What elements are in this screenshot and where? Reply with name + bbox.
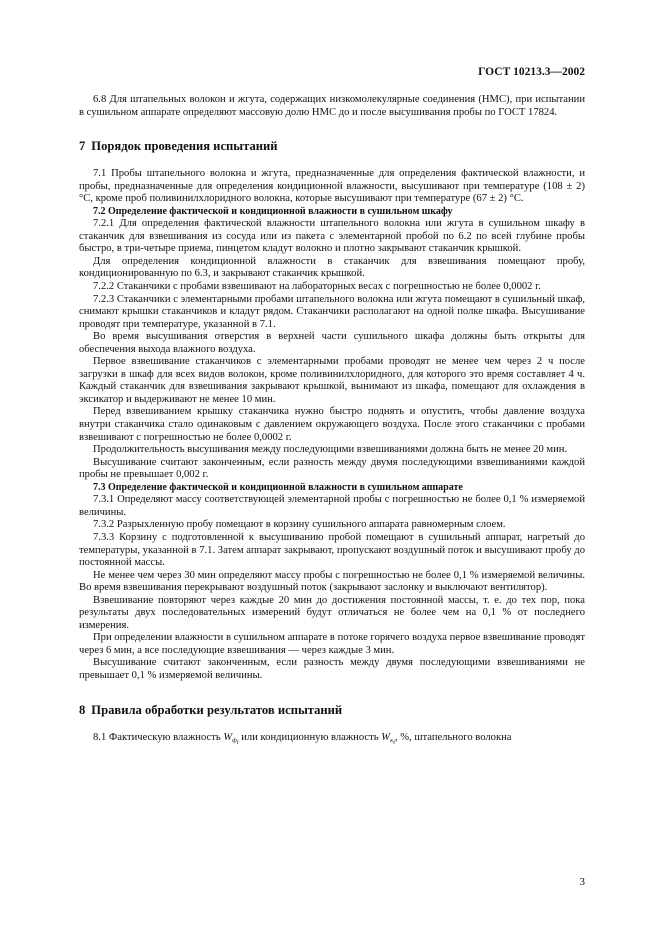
subheading-7-3: 7.3 Определение фактической и кондиционной влажности в сушильном аппарате (93, 481, 463, 493)
paragraph-6-8: 6.8 Для штапельных волокон и жгута, содержащих низкомолекулярные соединения (НМС), при испытании в сушильном аппарате определяют массовую долю НМС до и после высушивания пробы по ГОСТ 17824. (79, 94, 585, 118)
paragraph-7-3-3c: Взвешивание повторяют через каждые 20 мин до достижения постоянной массы, т. е. до тех пор, пока результаты двух последовательных измерений будут отличаться не более чем на 0,1 % от последнего измерения. (79, 594, 585, 631)
paragraph-7-3-3b: Не менее чем через 30 мин определяют массу пробы с погрешностью не более 0,1 % измеряемой величины. Во время взвешивания перекрывают воздушный поток (закрывают заслонку и выключают вентилятор). (79, 569, 585, 594)
section-7-heading (79, 139, 585, 154)
paragraph-7-2-3c: Первое взвешивание стаканчиков с элементарными пробами проводят не менее чем через 2 ч после загрузки в шкаф для всех видов волокон, кроме поливинилхлоридного, для которого это время составляет 4 ч. Каждый стаканчик для взвешивания закрывают крышкой, вынимают из шкафа, помещают для охлаждения в эксикатор и выдерживают не менее 10 мин. (79, 356, 585, 405)
paragraph-8-1-end: , %, штапельного волокна (394, 731, 512, 743)
section-7-number: 7 (79, 139, 86, 154)
paragraph-7-2-3b: Во время высушивания отверстия в верхней части сушильного шкафа должны быть открыты для обеспечения выхода влажного воздуха. (79, 331, 585, 355)
paragraph-7-3-3e: Высушивание считают законченным, если разность между двумя последующими взвешиваниями не превышает 0,1 % измеряемой величины. (79, 657, 585, 681)
document-body (79, 94, 585, 744)
paragraph-7-2-1: 7.2.1 Для определения фактической влажности штапельного волокна или жгута в сушильном шкафу в стаканчик для взвешивания из сосуда или из пакета с элементарной пробой по 6.2 по всей глубине пробы быстро, в три-четыре приема, пинцетом кладут волокно и плотно закрывают стаканчик крышкой. (79, 218, 585, 255)
paragraph-7-3-3: 7.3.3 Корзину с подготовленной к высушиванию пробой помещают в сушильный аппарат, нагретый до температуры, указанной в 7.1. Затем аппарат закрывают, пропускают воздушный поток и высушивают пробу до постоянной массы. (79, 531, 585, 569)
page-number: 3 (579, 876, 585, 888)
section-7-title: Порядок проведения испытаний (91, 139, 278, 154)
paragraph-7-2-3e: Продолжительность высушивания между последующими взвешиваниями должна быть не менее 20 мин. (93, 444, 568, 456)
paragraph-8-1-start: 8.1 Фактическую влажность (93, 731, 221, 743)
paragraph-7-2-3f: Высушивание считают законченным, если разность между двумя последующими взвешиваниями каждой пробы не превышает 0,002 г. (79, 456, 585, 481)
symbol-w-k: $W_{к_i}$ (381, 731, 395, 746)
paragraph-7-2-3d: Перед взвешиванием крышку стаканчика нужно быстро поднять и опустить, чтобы давление воздуха внутри стаканчика стало одинаковым с давлением окружающего воздуха. После этого стаканчики с пробами взвешивают с погрешностью не более 0,0002 г. (79, 406, 585, 443)
symbol-w-f: $W_{ф_i}$ (223, 731, 239, 746)
paragraph-8-1 (79, 732, 585, 745)
paragraph-7-3-2: 7.3.2 Разрыхленную пробу помещают в корзину сушильного аппарата равномерным слоем. (93, 519, 506, 531)
standard-header: ГОСТ 10213.3—2002 (478, 66, 585, 78)
paragraph-7-1: 7.1 Пробы штапельного волокна и жгута, предназначенные для определения фактической влажности, и пробы, предназначенные для определения кондиционной влажности, высушивают при температуре (108 ± 2) °С, кроме проб поливинилхлоридного волокна, которые высушивают при температуре (67 ± 2) °С. (79, 168, 585, 205)
subheading-7-2: 7.2 Определение фактической и кондиционной влажности в сушильном шкафу (93, 205, 453, 217)
paragraph-7-2-1b: Для определения кондиционной влажности в стаканчик для взвешивания помещают пробу, кондиционированную по 6.3, и закрывают стаканчик крышкой. (79, 255, 585, 280)
section-8-heading (79, 703, 585, 718)
section-8-title: Правила обработки результатов испытаний (91, 702, 343, 717)
paragraph-7-2-2: 7.2.2 Стаканчики с пробами взвешивают на лабораторных весах с погрешностью не более 0,0002 г. (93, 281, 541, 293)
section-8-number: 8 (79, 702, 86, 717)
paragraph-7-3-3d: При определении влажности в сушильном аппарате в потоке горячего воздуха первое взвешивание проводят через 6 мин, а все последующие взвешивания — через каждые 3 мин. (79, 632, 585, 656)
paragraph-7-2-3: 7.2.3 Стаканчики с элементарными пробами штапельного волокна или жгута помещают в сушильный шкаф, снимают крышки стаканчиков и кладут рядом. Стаканчики располагают на одной полке шкафа. Высушивание проводят при температуре, указанной в 7.1. (79, 293, 585, 330)
paragraph-7-3-1: 7.3.1 Определяют массу соответствующей элементарной пробы с погрешностью не более 0,1 % измеряемой величины. (79, 494, 585, 518)
paragraph-8-1-middle: или кондиционную влажность (241, 731, 379, 743)
